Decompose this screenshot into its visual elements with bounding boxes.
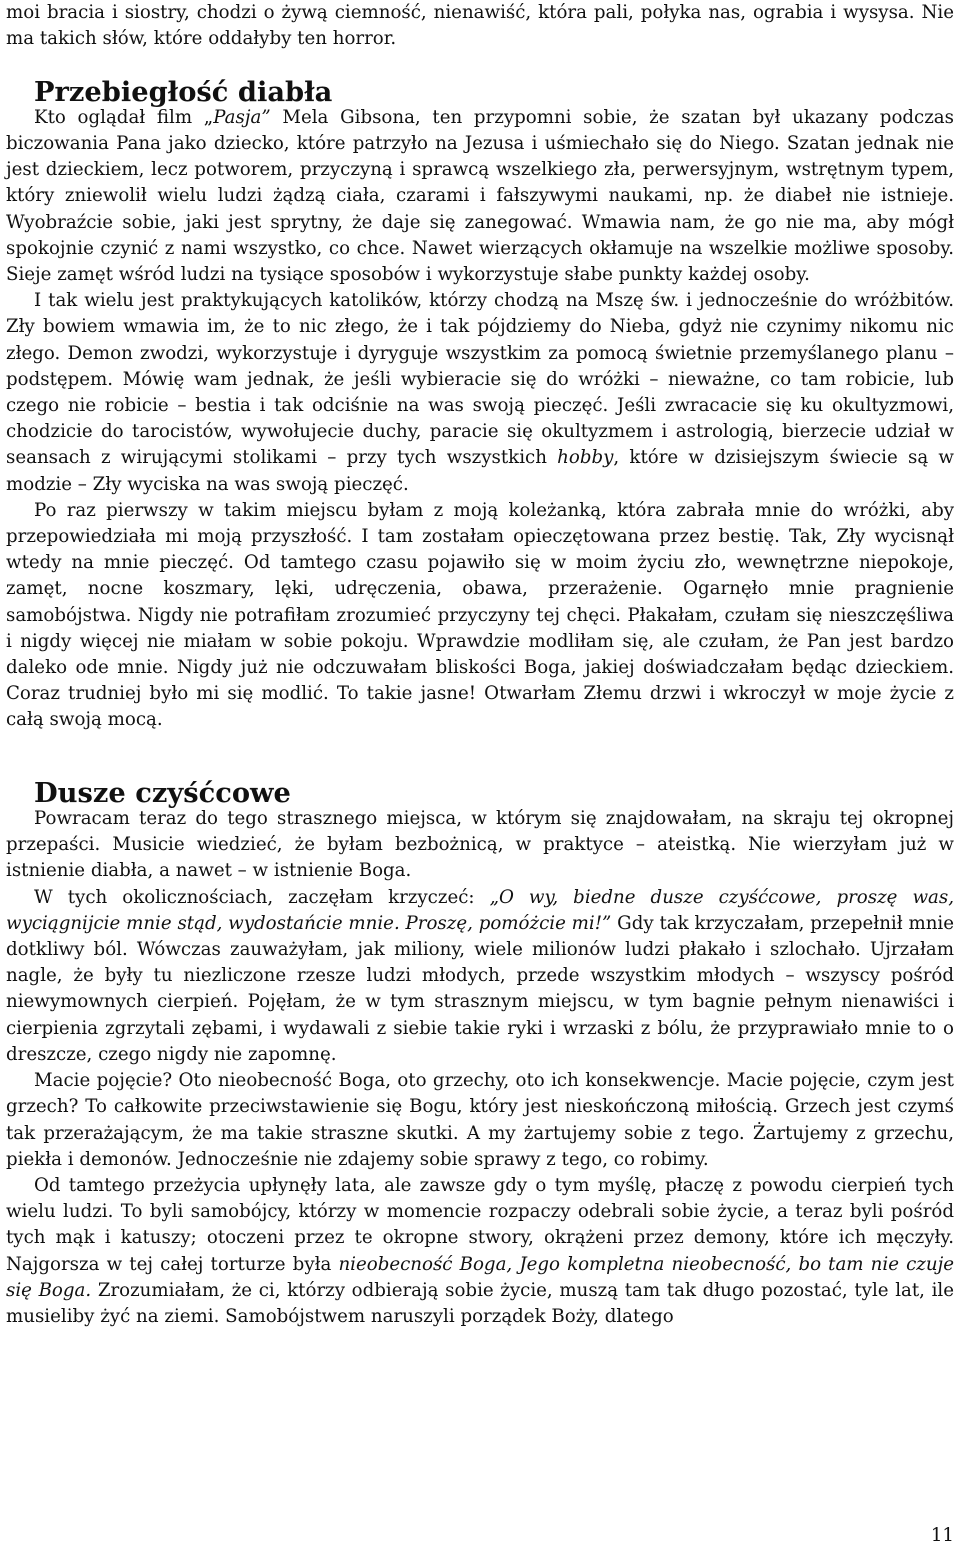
page-content [6,0,954,1330]
body-paragraph [6,806,954,885]
body-paragraph [6,1068,954,1173]
text-run: moi bracia i siostry, chodzi o żywą ciemność, nienawiść, która pali, połyka nas, ograbia i wysysa. Nie ma takich słów, które oddałyby ten horror. [6,2,954,50]
body-paragraph [6,1173,954,1330]
text-run: Gdy tak krzyczałam, przepełnił mnie dotkliwy ból. Wówczas zauważyłam, jak miliony, wiele milionów ludzi płakało i szlochało. Ujrzałam nagle, że były tu niezliczone rzesze ludzi młodych, przede wszystkim młodych – wszyscy pośród niewymownych cierpień. Pojęłam, że w tym strasznym miejscu, w tym bagnie pełnym nienawiści i cierpienia zgrzytali zębami, i wydawali z siebie takie ryki i wrzaski z bólu, że przyprawiało mnie to o dreszcze, czego nigdy nie zapomnę. [6,912,954,1065]
italic-text-run: „O wy, biedne dusze czyśćcowe, proszę was, wyciągnijcie mnie stąd, wydostańcie mnie. Proszę, pomóżcie mi!” [6,886,954,934]
text-run: I tak wielu jest praktykujących katolików, którzy chodzą na Mszę św. i jednocześnie do wróżbitów. Zły bowiem wmawia im, że to nic złego, że i tak pójdziemy do Nieba, gdyż nie czynimy nikomu nic złego. Demon zwodzi, wykorzystuje i dyryguje wszystkim za pomocą świetnie przemyślanego planu – podstępem. Mówię wam jednak, że jeśli wybieracie się do wróżki – nieważne, co tam robicie, lub czego nie robicie – bestia i tak odciśnie na was swoją pieczęć. Jeśli zwracacie się ku okultyzmowi, chodzicie do tarocistów, wywołujecie duchy, paracie się okultyzmem i astrologią, bierzecie udział w seansach z wirującymi stolikami – przy tych wszystkich [6,290,954,469]
section-heading: Przebiegłość diabła [34,75,333,108]
text-run: Kto oglądał film „ [34,106,214,128]
body-paragraph [6,288,954,498]
text-run: Mela Gibsona, ten przypomni sobie, że szatan był ukazany podczas biczowania Pana jako dziecko, które patrzyło na Jezusa i uśmiechało się do Niego. Szatan jednak nie jest dzieckiem, lecz potworem, przyczyną i sprawcą wszelkiego zła, perwersyjnym, wstrętnym typem, który zniewolił wielu ludzi żądzą ciała, czarami i fałszywymi naukami, np. że diabeł nie istnieje. Wyobraźcie sobie, jaki jest sprytny, że daje się zanegować. Wmawia nam, że go nie ma, aby mógł spokojnie czynić z nami wszystko, co chce. Nawet wierzących okłamuje na wszelkie możliwe sposoby. Sieje zamęt wśród ludzi na tysiące sposobów i wykorzystuje słabe punkty każdej osoby. [6,106,954,286]
text-run: Od tamtego przeżycia upłynęły lata, ale zawsze gdy o tym myślę, płaczę z powodu cierpień tych wielu ludzi. To byli samobójcy, którzy w momencie rozpaczy odebrali sobie życie, a teraz byli pośród tych mąk i katuszy; otoczeni przez te okropne stwory, okrążeni przez demony, które ich męczyły. Najgorsza w tej całej torturze była [6,1174,954,1275]
body-paragraph [6,498,954,734]
section-heading: Dusze czyśćcowe [34,776,291,809]
paragraph-spacer [6,52,954,78]
text-run: Zrozumiałam, że ci, którzy odbierają sobie życie, muszą tam tak długo pozostać, tyle lat, ile musieliby żyć na ziemi. Samobójstwem naruszyli porządek Boży, dlatego [6,1279,954,1327]
body-paragraph [6,0,954,52]
italic-text-run: hobby [557,447,614,469]
text-run: W tych okolicznościach, zaczęłam krzyczeć: [34,886,490,908]
page-number: 11 [930,1525,954,1546]
italic-text-run: Pasja” [213,106,271,128]
text-run: , które w dzisiejszym świecie są w modzie – Zły wyciska na was swoją pieczęć. [6,447,954,495]
italic-text-run: nieobecność Boga, Jego kompletna nieobecność, bo tam nie czuje się Boga. [6,1253,954,1301]
body-paragraph [6,105,954,288]
body-paragraph [6,885,954,1068]
paragraph-spacer [6,734,954,760]
text-run: Powracam teraz do tego strasznego miejsca, w którym się znajdowałam, na skraju tej okropnej przepaści. Musicie wiedzieć, że byłam bezbożnicą, w praktyce – ateistką. Nie wierzyłam już w istnienie diabła, a nawet – w istnienie Boga. [6,808,954,882]
text-run: Macie pojęcie? Oto nieobecność Boga, oto grzechy, oto ich konsekwencje. Macie pojęcie, czym jest grzech? To całkowite przeciwstawienie się Bogu, który jest nieskończoną miłością. Grzech jest czymś tak przerażającym, że ma takie straszne skutki. A my żartujemy sobie z tego. Żartujemy z grzechu, piekła i demonów. Jednocześnie nie zdajemy sobie sprawy z tego, co robimy. [6,1070,954,1170]
text-run: Po raz pierwszy w takim miejscu byłam z moją koleżanką, która zabrała mnie do wróżki, aby przepowiedziała mi moją przyszłość. I tam zostałam opieczętowana przez bestię. Tak, Zły wycisnął wtedy na mnie pieczęć. Od tamtego czasu pojawiło się w moim życiu zło, wewnętrzne niepokoje, zamęt, nocne koszmary, lęki, udręczenia, obawa, przerażenie. Ogarnęło mnie pragnienie samobójstwa. Nigdy nie potrafiłam zrozumieć przyczyny tej chęci. Płakałam, czułam się nieszczęśliwa i nigdy więcej nie miałam w sobie pokoju. Wprawdzie modliłam się, ale czułam, że Pan jest bardzo daleko ode mnie. Nigdy już nie odczuwałam bliskości Boga, jakiej doświadczałam będąc dzieckiem. Coraz trudniej było mi się modlić. To takie jasne! Otwarłam Złemu drzwi i wkroczył w moje życie z całą swoją mocą. [6,499,954,731]
